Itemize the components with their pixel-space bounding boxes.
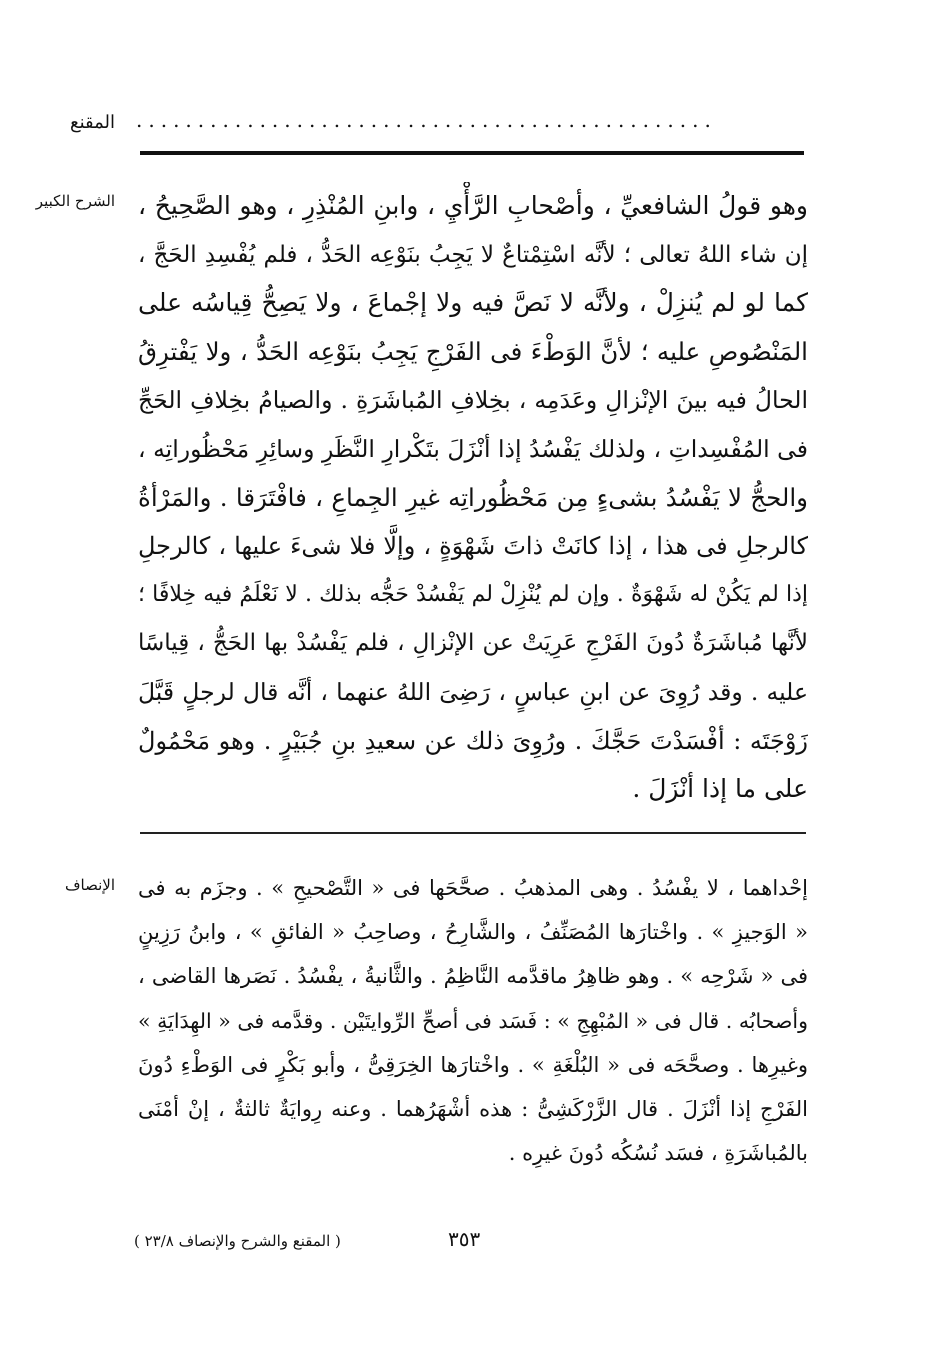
- main-text-line: زَوْجَتَه : أفْسَدْتَ حَجَّكَ . ورُوِىَ ذلك عن سعيدِ بنِ جُبَيْرٍ . وهو مَحْمُولٌ: [138, 726, 808, 755]
- main-text-line: فى المُفْسِداتِ ، ولذلك يَفْسُدُ إذا أنْزَلَ بتَكْرارِ النَّظَرِ وسائِرِ مَحْظُوراتِه ،: [138, 434, 808, 463]
- main-text-line: لأنَّها مُباشَرَةٌ دُونَ الفَرْجِ عَرِيَتْ عن الإنْزالِ ، فلم يَفْسُدْ بها الحَجُّ ، قِياسًا: [138, 630, 808, 657]
- insaf-text-line: إحْداهما ، لا يفْسُدُ . وهى المذهبُ . صحَّحَها فى « التَّصْحيحِ » . وجزَم به فى: [138, 876, 808, 900]
- main-text-line: والحجُّ لا يَفْسُدُ بشىءٍ مِن مَحْظُوراتِه غيرِ الجِماعِ ، فافْتَرَقا . والمَرْأةُ: [138, 482, 808, 512]
- insaf-text-line: بالمُباشَرَةِ ، فسَد نُسُكُه دُونَ غيرِه .: [508, 1141, 808, 1166]
- main-text-line: على ما إذا أنْزَلَ .: [632, 774, 808, 804]
- main-text-line: إذا لم يَكُنْ له شَهْوَةٌ . وإن لم يُنْزِلْ لم يَفْسُدْ حَجُّه بذلك . لا نَعْلَمُ فيه خِلافًا ؛: [138, 581, 808, 607]
- insaf-text-line: الفَرْجِ إذا أنْزَلَ . قال الزَّرْكَشِىُّ : هذه أشْهَرُهما . وعنه رِوايَةٌ ثالثةٌ ، إنْ أمْنَى: [138, 1096, 808, 1121]
- volume-reference: ( المقنع والشرح والإنصاف ٢٣/٨ ): [134, 1232, 341, 1250]
- insaf-label: الإنصاف: [64, 876, 115, 894]
- main-text-line: إن شاء اللهُ تعالى ؛ لأنَّه اسْتِمْتاعٌ لا يَجِبُ بنَوْعِه الحَدُّ ، فلم يُفْسِدِ الحَجَّ ،: [138, 241, 808, 268]
- insaf-text-line: وغيرِها . وصحَّحَه فى « البُلْغَةِ » . واخْتارَها الخِرَقِىُّ ، وأبو بَكْرٍ فى الوَطْءِ دُونَ: [138, 1052, 808, 1077]
- sharh-kabir-label: الشرح الكبير: [35, 192, 115, 210]
- header-dot-leader: ...............................................: [136, 108, 717, 128]
- main-text-line: كالرجلِ فى هذا ، إذا كانَتْ ذاتَ شَهْوَةٍ ، وإلَّا فلا شىءَ عليها ، كالرجلِ: [138, 532, 808, 561]
- main-text-line: المَنْصُوصِ عليه ؛ لأنَّ الوَطْءَ فى الفَرْجِ يَجِبُ بنَوْعِه الحَدُّ ، ولا يَفْترِقُ: [138, 336, 808, 366]
- main-text-block: [138, 182, 808, 814]
- main-text-line: عليه . وقد رُوِىَ عن ابنِ عباسٍ ، رَضِىَ اللهُ عنهما ، أنَّه قال لرجلٍ قَبَّلَ: [138, 677, 808, 706]
- insaf-text-line: وأصحابُه . قال فى « المُبْهِجِ » : فَسَد فى أصحِّ الرِّوايتَيْن . وقدَّمه فى « الهِدَايَةِ »: [138, 1008, 808, 1033]
- main-text-line: الحالُ فيه بينَ الإنْزالِ وعَدَمِه ، بخِلافِ المُباشَرَةِ . والصيامُ بخِلافِ الحَجِّ: [138, 386, 808, 415]
- insaf-text-line: فى « شَرْحِه » . وهو ظاهِرُ ماقدَّمه النَّاظِمُ . والثَّانيةُ ، يفْسُدُ . نَصَرها القاضى ،: [138, 964, 808, 989]
- section-divider: [140, 832, 806, 834]
- main-text-line: كما لو لم يُنزِلْ ، ولأنَّه لا نَصَّ فيه ولا إجْماعَ ، ولا يَصِحُّ قِياسُه على: [138, 288, 808, 318]
- insaf-text-block: [138, 866, 808, 1175]
- running-header-title: المقنع: [69, 112, 115, 133]
- header-rule: [140, 151, 804, 155]
- insaf-text-line: « الوَجيزِ » . واخْتارَها المُصَنِّفُ ، والشَّارِحُ ، وصاحِبُ « الفائقِ » ، وابنُ رَزِينٍ: [138, 920, 808, 945]
- main-text-line: وهو قولُ الشافعيِّ ، وأصْحابِ الرَّأْيِ ، وابنِ المُنْذِرِ ، وهو الصَّحِيحُ ،: [138, 191, 808, 220]
- page-number: ٣٥٣: [448, 1227, 481, 1251]
